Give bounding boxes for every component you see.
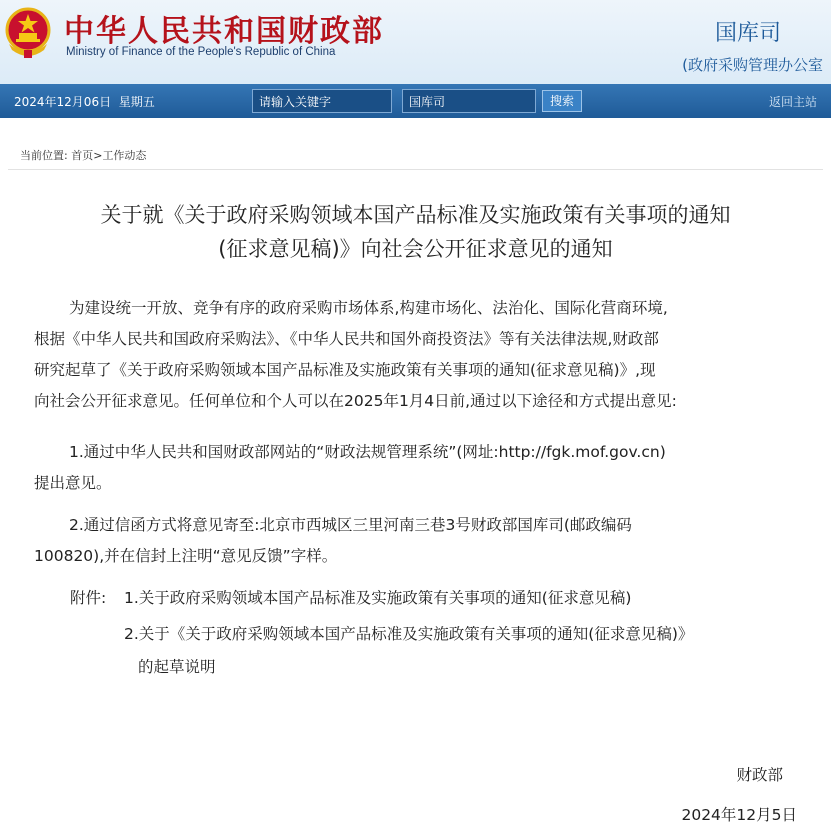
paragraph-method-1-line1: 1.通过中华人民共和国财政部网站的“财政法规管理系统”(网址:http://fgk.mof.gov.cn) bbox=[69, 443, 666, 461]
department-office: (政府采购管理办公室 bbox=[682, 56, 823, 74]
attachments-label: 附件: bbox=[70, 589, 107, 607]
site-title: 中华人民共和国财政部 bbox=[64, 14, 384, 49]
paragraph-method-2-line2: 100820),并在信封上注明“意见反馈”字样。 bbox=[34, 547, 338, 565]
site-header bbox=[0, 0, 831, 84]
attachment-link-2[interactable]: 2.关于《关于政府采购领域本国产品标准及实施政策有关事项的通知(征求意见稿)》 bbox=[124, 625, 694, 643]
paragraph-intro-line2: 根据《中华人民共和国政府采购法》、《中华人民共和国外商投资法》等有关法律法规,财政部 bbox=[34, 330, 659, 348]
paragraph-method-2 bbox=[34, 510, 632, 572]
issue-date: 2024年12月5日 bbox=[681, 806, 797, 824]
paragraph-method-1-line2: 提出意见。 bbox=[34, 474, 112, 492]
paragraph-method-1 bbox=[34, 437, 666, 499]
article-title-line2: (征求意见稿)》向社会公开征求意见的通知 bbox=[218, 237, 613, 261]
national-emblem-icon bbox=[4, 4, 52, 60]
return-main-site-link[interactable]: 返回主站 bbox=[768, 95, 817, 109]
paragraph-intro-line3: 研究起草了《关于政府采购领域本国产品标准及实施政策有关事项的通知(征求意见稿)》,现 bbox=[34, 361, 656, 379]
paragraph-method-2-line1: 2.通过信函方式将意见寄至:北京市西城区三里河南三巷3号财政部国库司(邮政编码 bbox=[69, 516, 632, 534]
nav-bar bbox=[0, 84, 831, 118]
breadcrumb bbox=[20, 147, 146, 163]
paragraph-intro-line4: 向社会公开征求意见。任何单位和个人可以在2025年1月4日前,通过以下途径和方式提出意见: bbox=[34, 392, 677, 410]
issuer-signature: 财政部 bbox=[736, 766, 783, 784]
current-date bbox=[14, 93, 155, 110]
paragraph-intro-line1: 为建设统一开放、竞争有序的政府采购市场体系,构建市场化、法治化、国际化营商环境, bbox=[69, 299, 668, 317]
breadcrumb-divider bbox=[8, 169, 823, 170]
breadcrumb-label: 当前位置: bbox=[20, 149, 68, 162]
search-scope-field[interactable]: 国库司 bbox=[402, 89, 536, 113]
site-subtitle: Ministry of Finance of the People's Republic of China bbox=[66, 46, 336, 58]
date-text: 2024年12月06日 bbox=[14, 95, 112, 109]
paragraph-intro bbox=[34, 293, 677, 417]
search-input[interactable]: 请输入关键字 bbox=[252, 89, 392, 113]
breadcrumb-home-link[interactable]: 首页 bbox=[71, 149, 94, 162]
weekday-text: 星期五 bbox=[118, 95, 155, 109]
search-button[interactable]: 搜索 bbox=[542, 90, 582, 112]
attachment-link-1[interactable]: 1.关于政府采购领域本国产品标准及实施政策有关事项的通知(征求意见稿) bbox=[124, 589, 632, 607]
department-name: 国库司 bbox=[714, 21, 781, 46]
article-title-line1: 关于就《关于政府采购领域本国产品标准及实施政策有关事项的通知 bbox=[100, 203, 731, 227]
breadcrumb-separator: > bbox=[93, 149, 103, 162]
article-title bbox=[24, 198, 807, 266]
breadcrumb-section-link[interactable]: 工作动态 bbox=[102, 149, 147, 162]
attachment-link-2-continued[interactable]: 的起草说明 bbox=[138, 658, 216, 676]
